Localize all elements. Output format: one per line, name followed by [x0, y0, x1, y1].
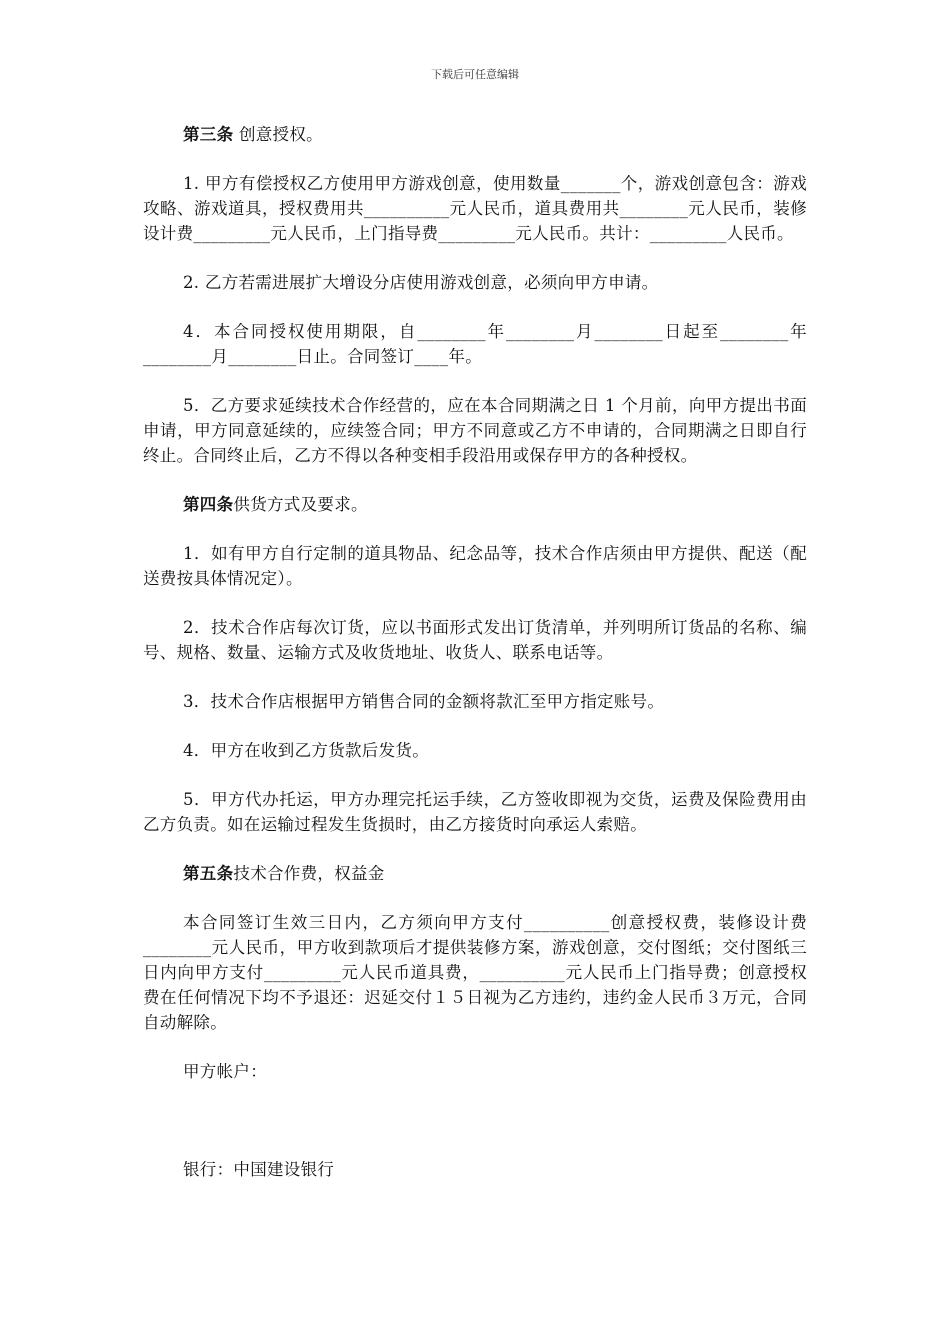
article-3-clause-1: 1. 甲方有偿授权乙方使用甲方游戏创意，使用数量_______个，游戏创意包含：游戏攻略、游戏道具，授权费用共__________元人民币，道具费用共________元人民币，装修设计费_________元人民币，上门指导费_________元人民币。共计：_________人民币。: [143, 174, 807, 243]
article-4-clause-3: 3．技术合作店根据甲方销售合同的金额将款汇至甲方指定账号。: [183, 692, 665, 711]
article-4-clause-4: 4．甲方在收到乙方货款后发货。: [183, 741, 429, 760]
article-4-clause-2: 2．技术合作店每次订货，应以书面形式发出订货清单，并列明所订货品的名称、编号、规格、数量、运输方式及收货地址、收货人、联系电话等。: [143, 618, 807, 662]
article-5-clause-1: 本合同签订生效三日内，乙方须向甲方支付__________创意授权费，装修设计费________元人民币，甲方收到款项后才提供装修方案，游戏创意，交付图纸；交付图纸三日内向甲方支付_________元人民币道具费，__________元人民币上门指导费；创意授权费在任何情况下均不予退还：迟延交付１５日视为乙方违约，违约金人民币３万元，合同自动解除。: [143, 913, 807, 1032]
document-body: [143, 122, 807, 1182]
article-3-clause-2: 2. 乙方若需进展扩大增设分店使用游戏创意，必须向甲方申请。: [183, 273, 659, 292]
article-4-label: 第四条: [183, 495, 234, 514]
article-4-clause-5: 5．甲方代办托运，甲方办理完托运手续，乙方签收即视为交货，运费及保险费用由乙方负责。如在运输过程发生货损时，由乙方接货时向承运人索赔。: [143, 790, 807, 834]
article-3-title: [143, 122, 807, 147]
article-3-clause-5: 5．乙方要求延续技术合作经营的，应在本合同期满之日 1 个月前，向甲方提出书面申请，甲方同意延续的，应续签合同；甲方不同意或乙方不申请的，合同期满之日即自行终止。合同终止后，乙方不得以各种变相手段沿用或保存甲方的各种授权。: [143, 396, 807, 465]
article-4-title: [143, 492, 807, 517]
bank-name: 银行：中国建设银行: [183, 1160, 335, 1179]
article-4-clause-1: 1．如有甲方自行定制的道具物品、纪念品等，技术合作店须由甲方提供、配送（配送费按具体情况定）。: [143, 544, 807, 588]
page-header: 下载后可任意编辑: [431, 68, 519, 81]
article-3-clause-4: 4．本合同授权使用期限，自________年________月________日起至________年________月________日止。合同签订____年。: [143, 322, 807, 366]
article-4-heading: 供货方式及要求。: [233, 495, 368, 514]
article-5-label: 第五条: [183, 864, 234, 883]
party-a-account: 甲方帐户：: [183, 1062, 267, 1081]
article-3-label: 第三条: [183, 125, 234, 144]
article-5-title: [143, 861, 807, 886]
article-5-heading: 技术合作费，权益金: [233, 864, 385, 883]
article-3-heading: 创意授权。: [233, 125, 323, 144]
